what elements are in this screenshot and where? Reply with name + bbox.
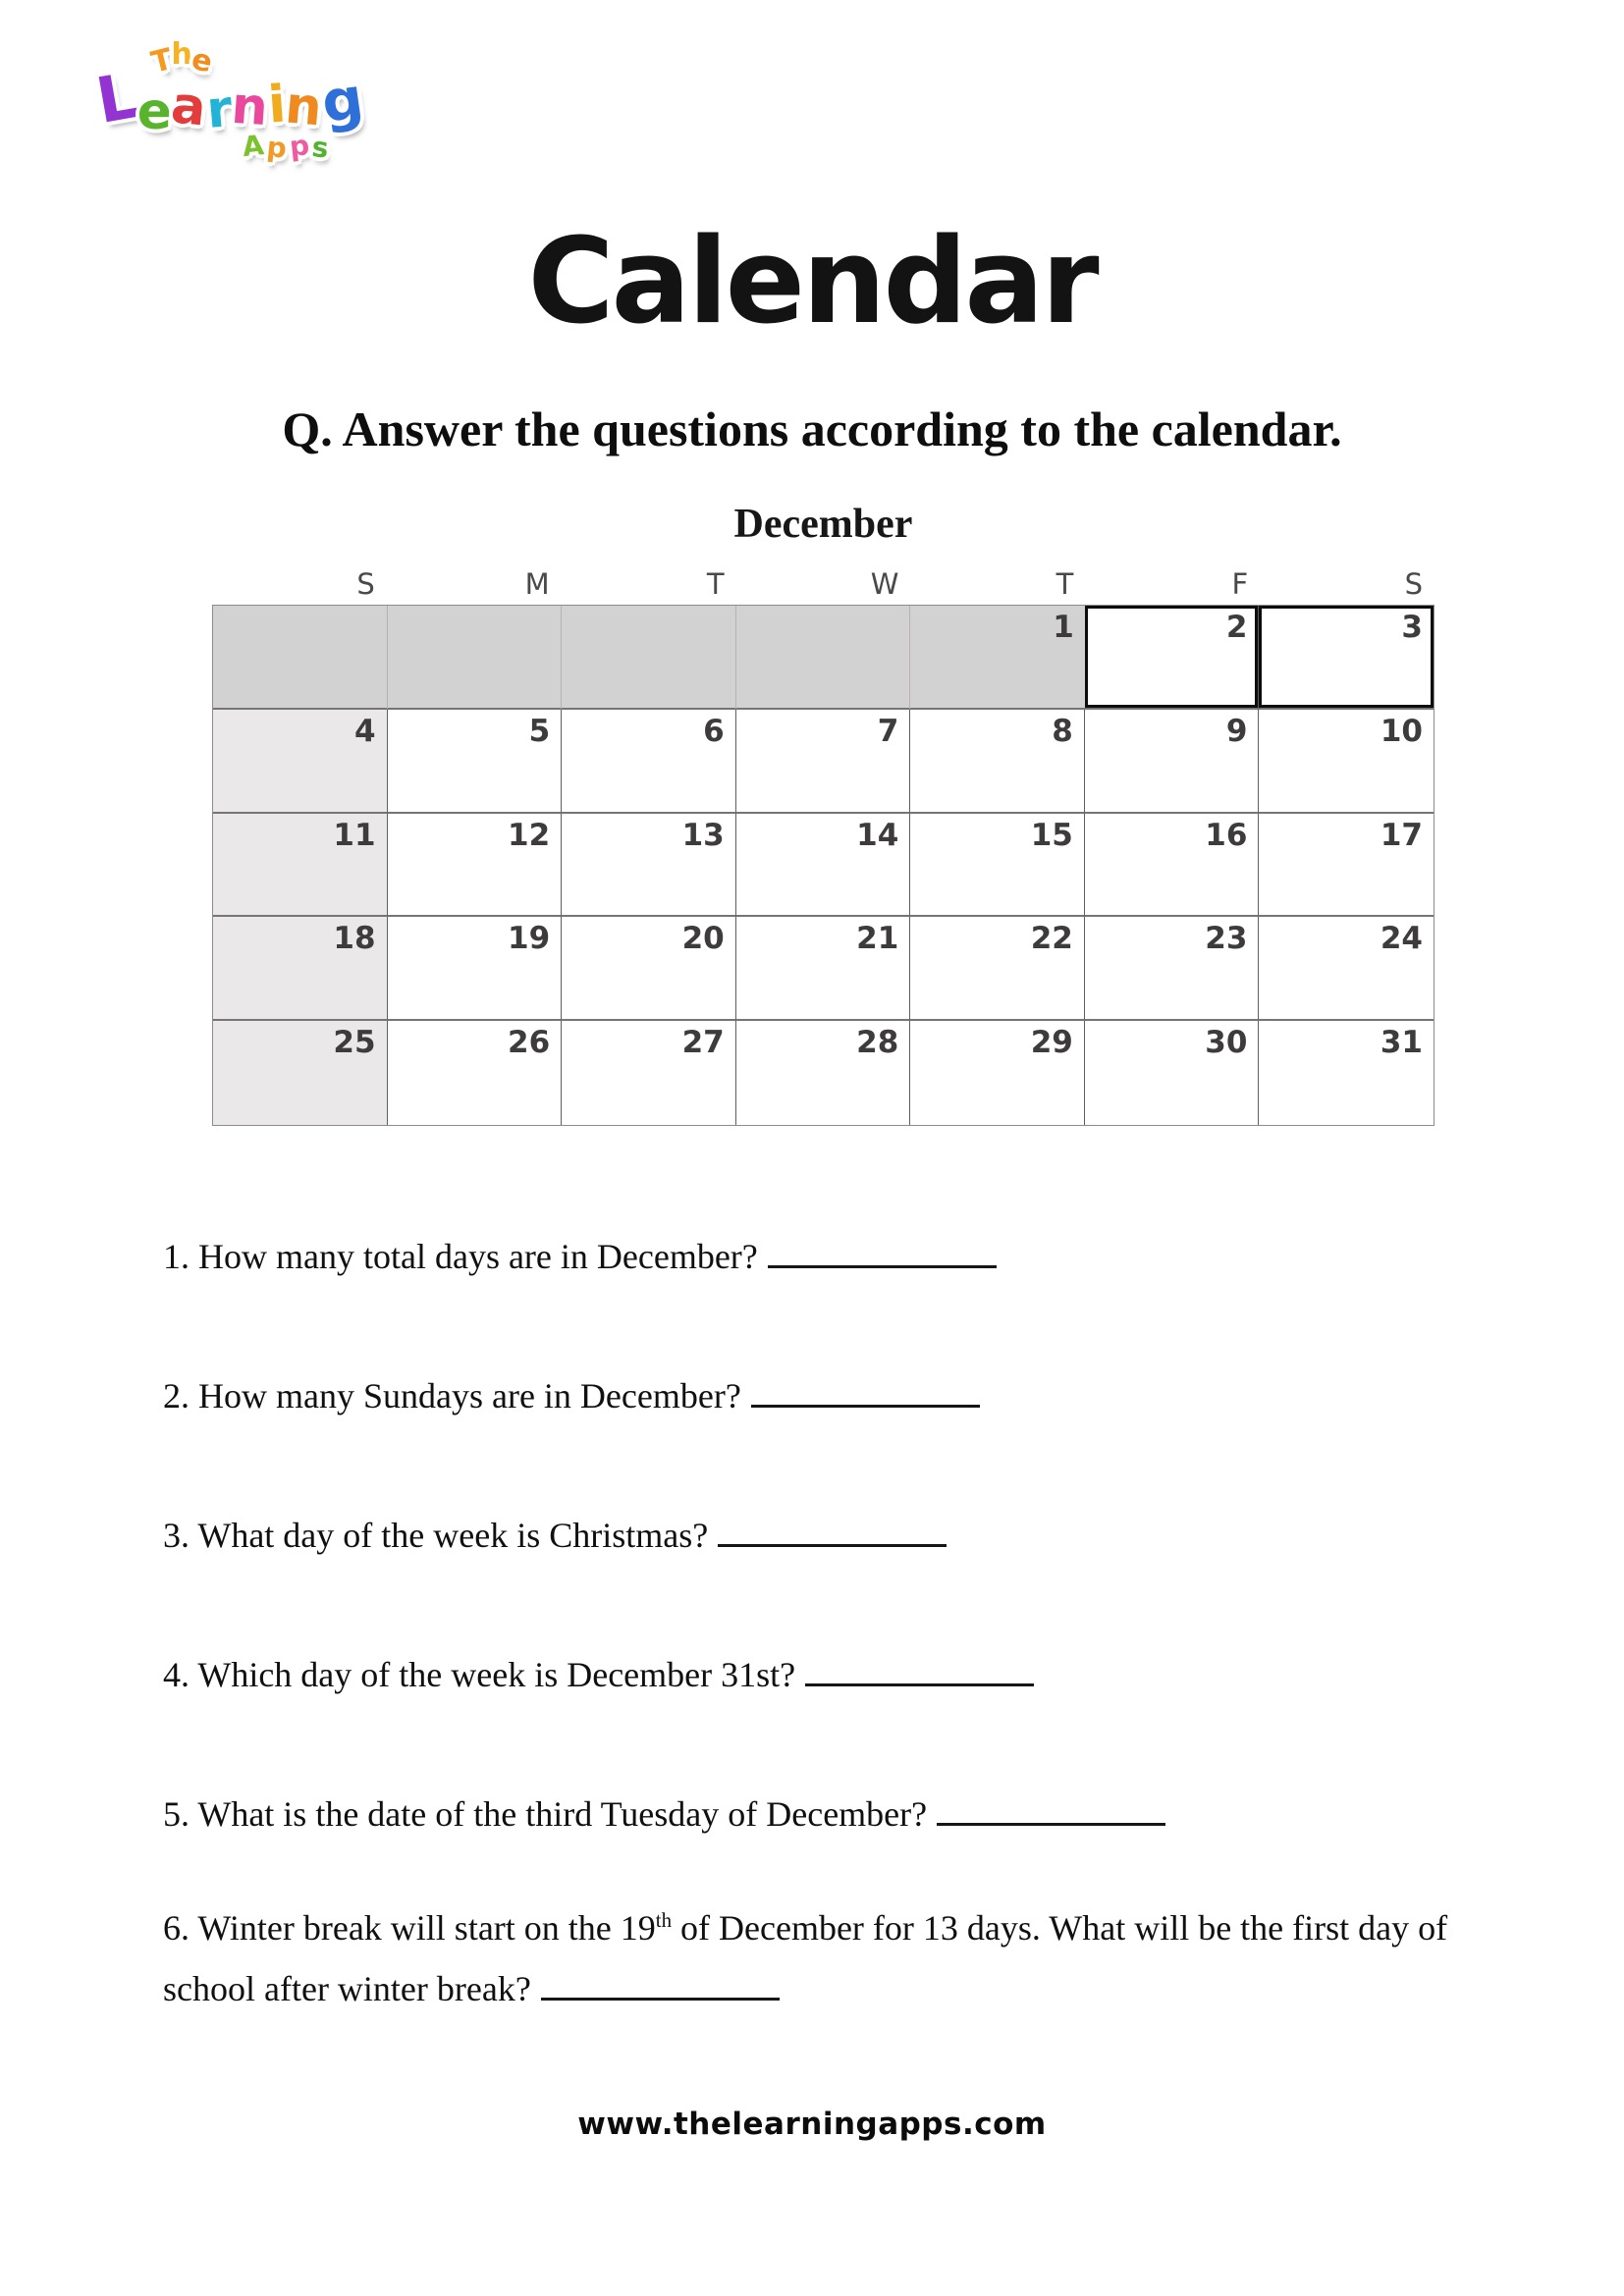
logo-letter: r [204,79,235,140]
logo-word-apps [241,128,333,166]
question-4 [163,1645,1490,1706]
calendar-cell-date-3: 3 [1259,606,1434,710]
question-3-answer-blank [718,1514,947,1547]
footer-url: www.thelearningapps.com [577,2107,1047,2142]
question-5-text: 5. What is the date of the third Tuesday of December? [163,1794,928,1834]
calendar-cell-date-6: 6 [562,710,736,814]
calendar-cell-date-30: 30 [1085,1021,1260,1125]
calendar-cell-date-17: 17 [1259,814,1434,918]
question-1-text: 1. How many total days are in December? [163,1237,758,1276]
logo-letter: g [317,64,367,136]
logo-letter: a [168,76,209,138]
logo-letter: A [241,128,269,164]
calendar-cell-date-4: 4 [213,710,388,814]
calendar-cell-date-20: 20 [562,917,736,1021]
calendar-cell-date-7: 7 [736,710,911,814]
question-6-ordinal-superscript: th [655,1908,673,1932]
calendar-cell-date-1: 1 [910,606,1085,710]
logo-letter: h [171,37,193,72]
calendar-cell-date-2: 2 [1085,606,1260,710]
day-header-friday: F [1231,567,1249,601]
question-4-answer-blank [805,1653,1034,1686]
question-1-answer-blank [768,1235,997,1268]
logo-letter: e [188,42,217,80]
calendar-cell-date-9: 9 [1085,710,1260,814]
calendar-cell-date-26: 26 [388,1021,563,1125]
calendar-cell-empty [388,606,563,710]
calendar-cell-empty [213,606,388,710]
question-2 [163,1366,1490,1427]
question-3 [163,1506,1490,1567]
calendar-cell-date-5: 5 [388,710,563,814]
question-6 [163,1898,1490,2020]
logo-letter: n [282,76,324,138]
day-header-sunday: S [356,567,375,601]
calendar-cell-date-31: 31 [1380,1025,1423,1061]
calendar-cell-date-16: 16 [1085,814,1260,918]
calendar-cell-date-10: 10 [1259,710,1434,814]
question-5 [163,1785,1490,1845]
question-3-text: 3. What day of the week is Christmas? [163,1516,709,1555]
question-2-text: 2. How many Sundays are in December? [163,1376,741,1415]
logo-letter: n [229,76,270,138]
calendar-cell-date-29: 29 [910,1021,1085,1125]
question-6-answer-blank [541,1967,780,2001]
day-header-saturday: S [1404,567,1423,601]
calendar-cell-empty [562,606,736,710]
calendar-cell-date-11: 11 [213,814,388,918]
calendar-cell-date-14: 14 [736,814,911,918]
calendar-cell-date-18: 18 [213,917,388,1021]
question-6-text-continued: of December for 13 days. What will be the first day of school after winter break? [163,1908,1448,2008]
logo-letter: i [265,75,288,135]
calendar-cell-date-19: 19 [388,917,563,1021]
question-2-answer-blank [751,1374,980,1408]
calendar-day-headers [212,567,1435,603]
logo-letter: L [90,60,143,138]
calendar-cell-date-22: 22 [910,917,1085,1021]
day-header-monday: M [524,567,550,601]
day-header-thursday: T [1056,567,1074,601]
question-5-answer-blank [937,1792,1165,1826]
logo-letter: e [136,82,173,141]
calendar-cell-date-21: 21 [736,917,911,1021]
logo-letter: p [264,130,292,166]
calendar-cell-date-28: 28 [736,1021,911,1125]
day-header-tuesday: T [706,567,725,601]
logo-word-learning [90,60,367,141]
logo-letter: T [147,41,178,80]
question-1 [163,1227,1490,1288]
calendar-cell-empty [736,606,911,710]
calendar-month-title: December [733,502,913,547]
calendar-cell-date-15: 15 [910,814,1085,918]
logo-letter: s [309,131,333,165]
question-heading: Q. Answer the questions according to the calendar. [282,401,1342,456]
calendar-cell-date-27: 27 [562,1021,736,1125]
calendar-cell-date-13: 13 [562,814,736,918]
question-6-text: 6. Winter break will start on the 19 [163,1908,656,1948]
day-header-wednesday: W [870,567,899,601]
calendar-cell-date-8: 8 [910,710,1085,814]
calendar-cell-date-25: 25 [213,1021,388,1125]
calendar-cell-date-23: 23 [1085,917,1260,1021]
page-title: Calendar [527,214,1097,350]
learning-apps-logo [90,29,398,177]
calendar-cell-date-12: 12 [388,814,563,918]
logo-letter: p [288,128,314,164]
calendar-cell-date-24: 24 [1259,917,1434,1021]
question-4-text: 4. Which day of the week is December 31st? [163,1655,796,1694]
calendar-grid [212,605,1435,1126]
